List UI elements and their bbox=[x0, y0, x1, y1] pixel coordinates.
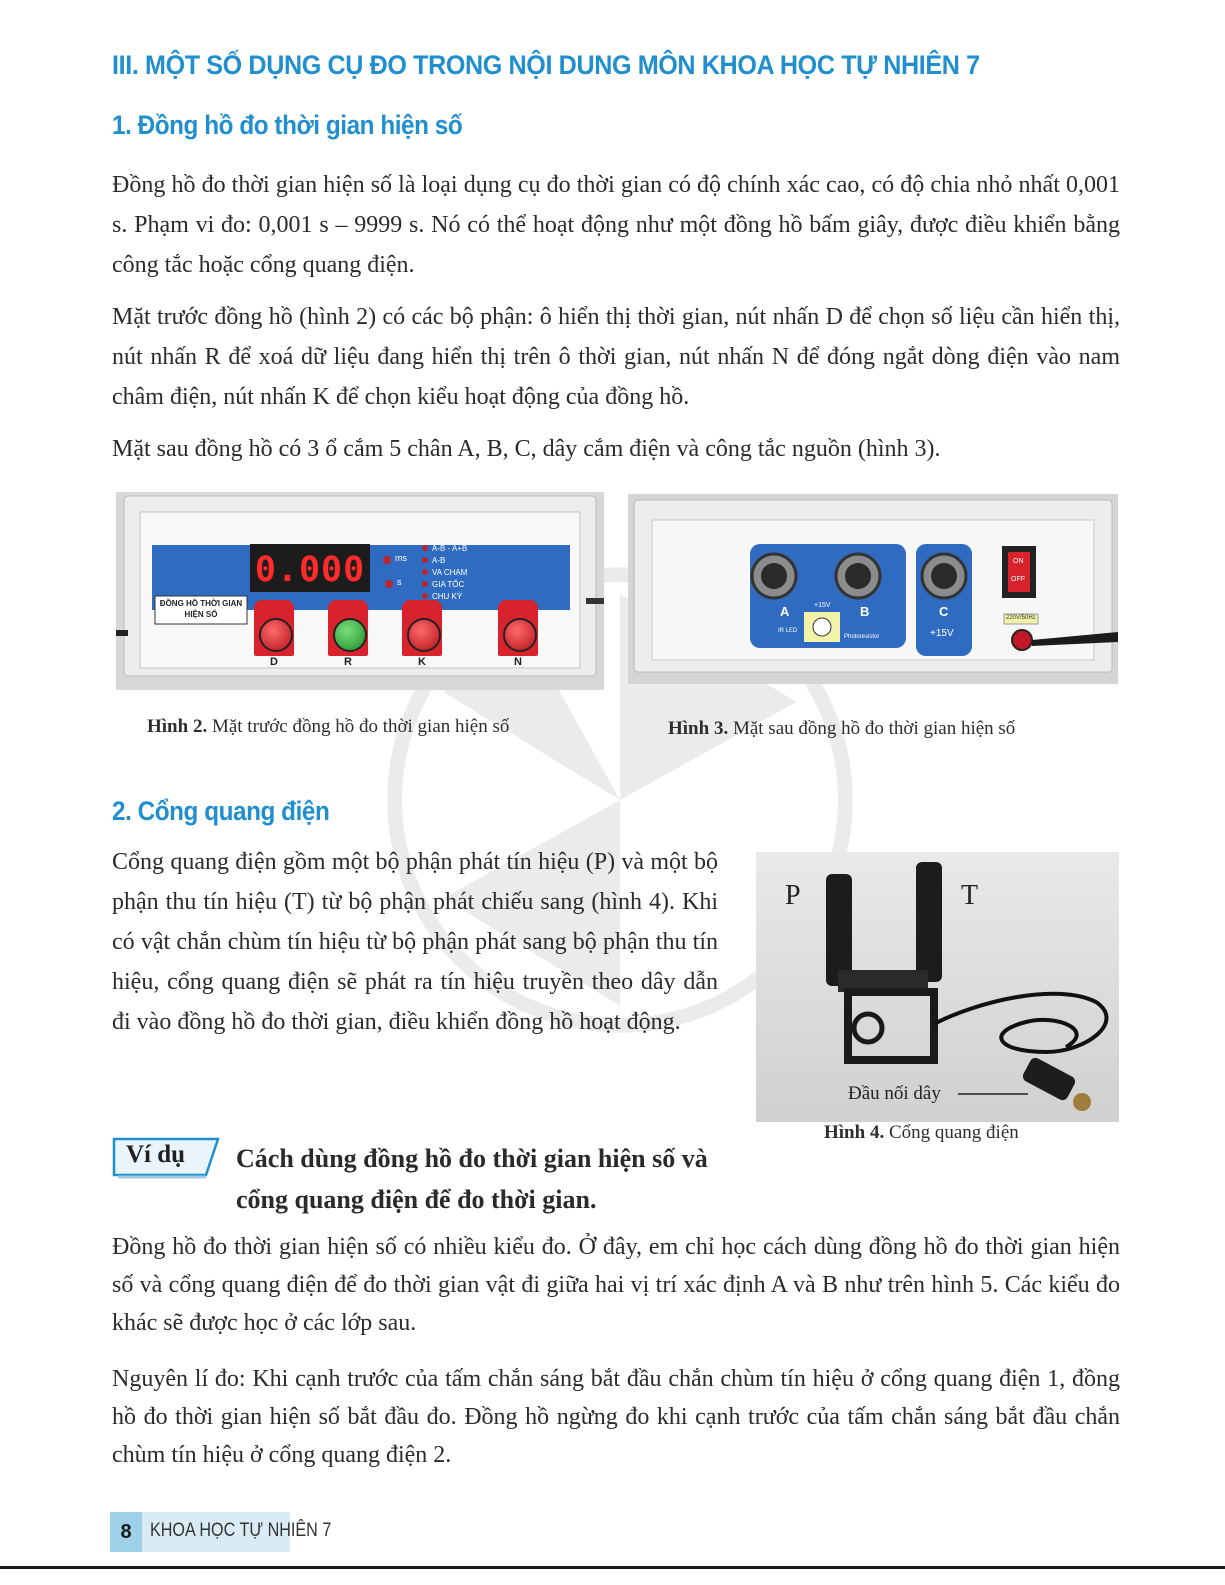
mode-label: VA CHẠM bbox=[432, 567, 468, 577]
panel-name-label bbox=[157, 598, 245, 620]
footer-subject: KHOA HỌC TỰ NHIÊN 7 bbox=[150, 1520, 332, 1541]
photoresistor-label: Photoresistor bbox=[844, 634, 880, 640]
mode-led bbox=[422, 545, 428, 551]
figure-3-caption-text: Mặt sau đồng hồ đo thời gian hiện số bbox=[732, 718, 1016, 739]
s-indicator-led bbox=[385, 580, 393, 588]
mode-label: A-B bbox=[432, 555, 446, 565]
example-title: Cách dùng đồng hồ đo thời gian hiện số và cổng quang điện để đo thời gian. bbox=[236, 1144, 708, 1214]
timer-back-illustration bbox=[628, 494, 1118, 684]
figure-2-caption-text: Mặt trước đồng hồ đo thời gian hiện số bbox=[211, 716, 510, 737]
section-title: III. MỘT SỐ DỤNG CỤ ĐO TRONG NỘI DUNG MÔN KHOA HỌC TỰ NHIÊN 7 bbox=[112, 50, 980, 80]
button-n-label: N bbox=[514, 656, 522, 668]
paragraph-example-intro: Đồng hồ đo thời gian hiện số có nhiều kiểu đo. Ở đây, em chỉ học cách dùng đồng hồ đo thời gian hiện số và cổng quang điện để đo thời gian vật đi giữa hai vị trí xác định A và B như trên hình 5. Các kiểu đo khác sẽ được học ở các lớp sau. bbox=[112, 1234, 1120, 1336]
panel-name-line-2: HIỆN SỐ bbox=[184, 610, 218, 619]
connector-label: Đầu nối dây bbox=[848, 1083, 941, 1104]
button-k[interactable] bbox=[407, 618, 441, 652]
subsection-1-title: 1. Đồng hồ đo thời gian hiện số bbox=[112, 110, 463, 140]
paragraph-back-panel: Mặt sau đồng hồ có 3 ổ cắm 5 chân A, B, C, dây cắm điện và công tắc nguồn (hình 3). bbox=[112, 436, 941, 462]
figure-4-caption-label: Hình 4. bbox=[824, 1122, 885, 1143]
timer-display: 0.000 bbox=[254, 550, 366, 590]
mode-label: CHU KỲ bbox=[432, 591, 463, 601]
power-rating-label: 220V/50Hz bbox=[1006, 615, 1036, 621]
figure-4-caption bbox=[824, 1122, 1019, 1144]
panel-name-line-1: ĐỒNG HỒ THỜI GIAN bbox=[159, 599, 243, 608]
mode-led bbox=[422, 581, 428, 587]
example-tag bbox=[112, 1137, 220, 1179]
figure-3-caption bbox=[668, 718, 1015, 740]
mode-led bbox=[422, 593, 428, 599]
switch-on-label[interactable]: ON bbox=[1013, 558, 1024, 565]
figure-4-photo bbox=[756, 852, 1119, 1122]
paragraph-front-panel: Mặt trước đồng hồ (hình 2) có các bộ phận: ô hiển thị thời gian, nút nhấn D để chọn số liệu cần hiển thị, nút nhấn R để xoá dữ liệu đang hiển thị trên ô thời gian, nút nhấn N để đóng ngắt dòng điện vào nam châm điện, nút nhấn K để chọn kiểu hoạt động của đồng hồ. bbox=[112, 304, 1120, 410]
small-voltage-label: +15V bbox=[814, 602, 831, 609]
socket-c-voltage: +15V bbox=[930, 628, 954, 639]
paragraph-principle: Nguyên lí đo: Khi cạnh trước của tấm chắn sáng bắt đầu chắn chùm tín hiệu ở cổng quang điện 1, đồng hồ đo thời gian hiện số bắt đầu đo. Đồng hồ ngừng đo khi cạnh trước của tấm chắn sáng bắt đầu chắn chùm tín hiệu ở cổng quang điện 2. bbox=[112, 1366, 1120, 1468]
mode-list bbox=[422, 542, 467, 602]
mode-label: GIA TỐC bbox=[432, 579, 465, 589]
figure-3-caption-label: Hình 3. bbox=[668, 718, 729, 739]
ir-led-label: IR LED bbox=[778, 628, 798, 634]
socket-c-label: C bbox=[939, 604, 949, 619]
button-r-label: R bbox=[344, 656, 352, 668]
emitter-label-p: P bbox=[785, 880, 801, 911]
button-k-label: K bbox=[418, 656, 426, 668]
mode-led bbox=[422, 569, 428, 575]
photogate-illustration bbox=[756, 852, 1119, 1122]
figure-2-caption-label: Hình 2. bbox=[147, 716, 208, 737]
ms-indicator-led bbox=[383, 556, 391, 564]
example-tag-label: Ví dụ bbox=[126, 1141, 186, 1168]
timer-front-illustration bbox=[116, 492, 604, 690]
bottom-divider bbox=[0, 1566, 1225, 1569]
figure-3-photo bbox=[628, 494, 1118, 684]
button-d-label: D bbox=[270, 656, 278, 668]
figure-4-caption-text: Cổng quang điện bbox=[888, 1122, 1019, 1143]
mode-led bbox=[422, 557, 428, 563]
button-d[interactable] bbox=[259, 618, 293, 652]
unit-ms-label: ms bbox=[395, 553, 407, 563]
page-number: 8 bbox=[110, 1512, 142, 1552]
socket-a-label: A bbox=[780, 604, 790, 619]
switch-off-label[interactable]: OFF bbox=[1011, 576, 1025, 583]
figure-2-caption bbox=[147, 716, 509, 738]
unit-s-label: s bbox=[397, 577, 402, 587]
socket-b-label: B bbox=[860, 604, 870, 619]
subsection-2-title: 2. Cổng quang điện bbox=[112, 796, 330, 826]
button-n[interactable] bbox=[503, 618, 537, 652]
paragraph-photogate: Cổng quang điện gồm một bộ phận phát tín hiệu (P) và một bộ phận thu tín hiệu (T) từ bộ phận phát chiếu sang (hình 4). Khi có vật chắn chùm tín hiệu từ bộ phận phát sang bộ phận thu tín hiệu, cổng quang điện sẽ phát ra tín hiệu truyền theo dây dẫn đi vào đồng hồ đo thời gian, điều khiển đồng hồ hoạt động. bbox=[112, 849, 718, 1035]
paragraph-definition: Đồng hồ đo thời gian hiện số là loại dụng cụ đo thời gian có độ chính xác cao, có độ chia nhỏ nhất 0,001 s. Phạm vi đo: 0,001 s – 9999 s. Nó có thể hoạt động như một đồng hồ bấm giây, được điều khiển bằng công tắc hoặc cổng quang điện. bbox=[112, 172, 1120, 278]
button-r[interactable] bbox=[333, 618, 367, 652]
mode-label: A-B - A+B bbox=[432, 543, 468, 553]
figure-2-photo bbox=[116, 492, 604, 690]
receiver-label-t: T bbox=[961, 880, 979, 911]
